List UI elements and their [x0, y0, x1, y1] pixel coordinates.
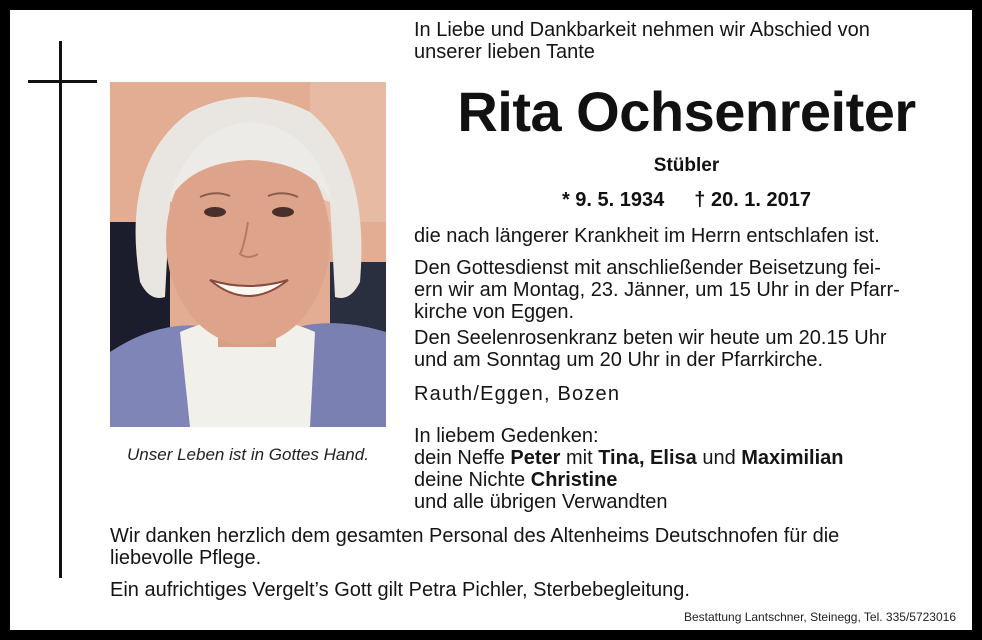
thanks-line-1: Wir danken herzlich dem gesamten Personal des Altenheims Deutschnofen für die: [110, 525, 840, 547]
service-line-1: Den Gottesdienst mit anschließender Beisetzung fei-: [414, 257, 881, 279]
passing-statement: die nach längerer Krankheit im Herrn entschlafen ist.: [414, 225, 880, 247]
rosary-line-1: Den Seelenrosenkranz beten wir heute um 20.15 Uhr: [414, 327, 887, 349]
birth-name: Stübler: [653, 155, 720, 176]
mourners-list: [414, 425, 959, 513]
thanks-line-3: Ein aufrichtiges Vergelt’s Gott gilt Petra Pichler, Sterbebegleitung.: [110, 579, 690, 601]
intro-text: [414, 19, 959, 63]
rosary-line-2: und am Sonntag um 20 Uhr in der Pfarrkirche.: [414, 349, 824, 371]
thanks-line-2: liebevolle Pflege.: [110, 547, 262, 569]
cross-horizontal-bar: [28, 80, 97, 83]
service-line-3: kirche von Eggen.: [414, 301, 575, 323]
place-line: Rauth/Eggen, Bozen: [414, 383, 621, 405]
photo-motto: Unser Leben ist in Gottes Hand.: [127, 445, 369, 464]
rosary-text: [414, 327, 959, 371]
intro-line-2: unserer lieben Tante: [414, 41, 595, 63]
deceased-name: Rita Ochsenreiter: [457, 80, 916, 143]
funeral-home-footer: Bestattung Lantschner, Steinegg, Tel. 335/5723016: [684, 610, 956, 624]
cross-vertical-bar: [59, 41, 62, 578]
funeral-service-text: [414, 257, 959, 323]
service-line-2: ern wir am Montag, 23. Jänner, um 15 Uhr in der Pfarr-: [414, 279, 900, 301]
mourners-line-1: dein Neffe Peter mit Tina, Elisa und Maximilian: [414, 447, 844, 469]
mourners-line-3: und alle übrigen Verwandten: [414, 491, 668, 513]
life-dates: [414, 189, 959, 212]
thanks-text: [110, 525, 960, 569]
death-date: † 20. 1. 2017: [694, 189, 812, 211]
portrait-photo: [110, 82, 386, 427]
birth-date: * 9. 5. 1934: [561, 189, 665, 211]
mourners-line-2: deine Nichte Christine: [414, 469, 618, 491]
memory-heading: In liebem Gedenken:: [414, 425, 599, 447]
intro-line-1: In Liebe und Dankbarkeit nehmen wir Abschied von: [414, 19, 870, 41]
